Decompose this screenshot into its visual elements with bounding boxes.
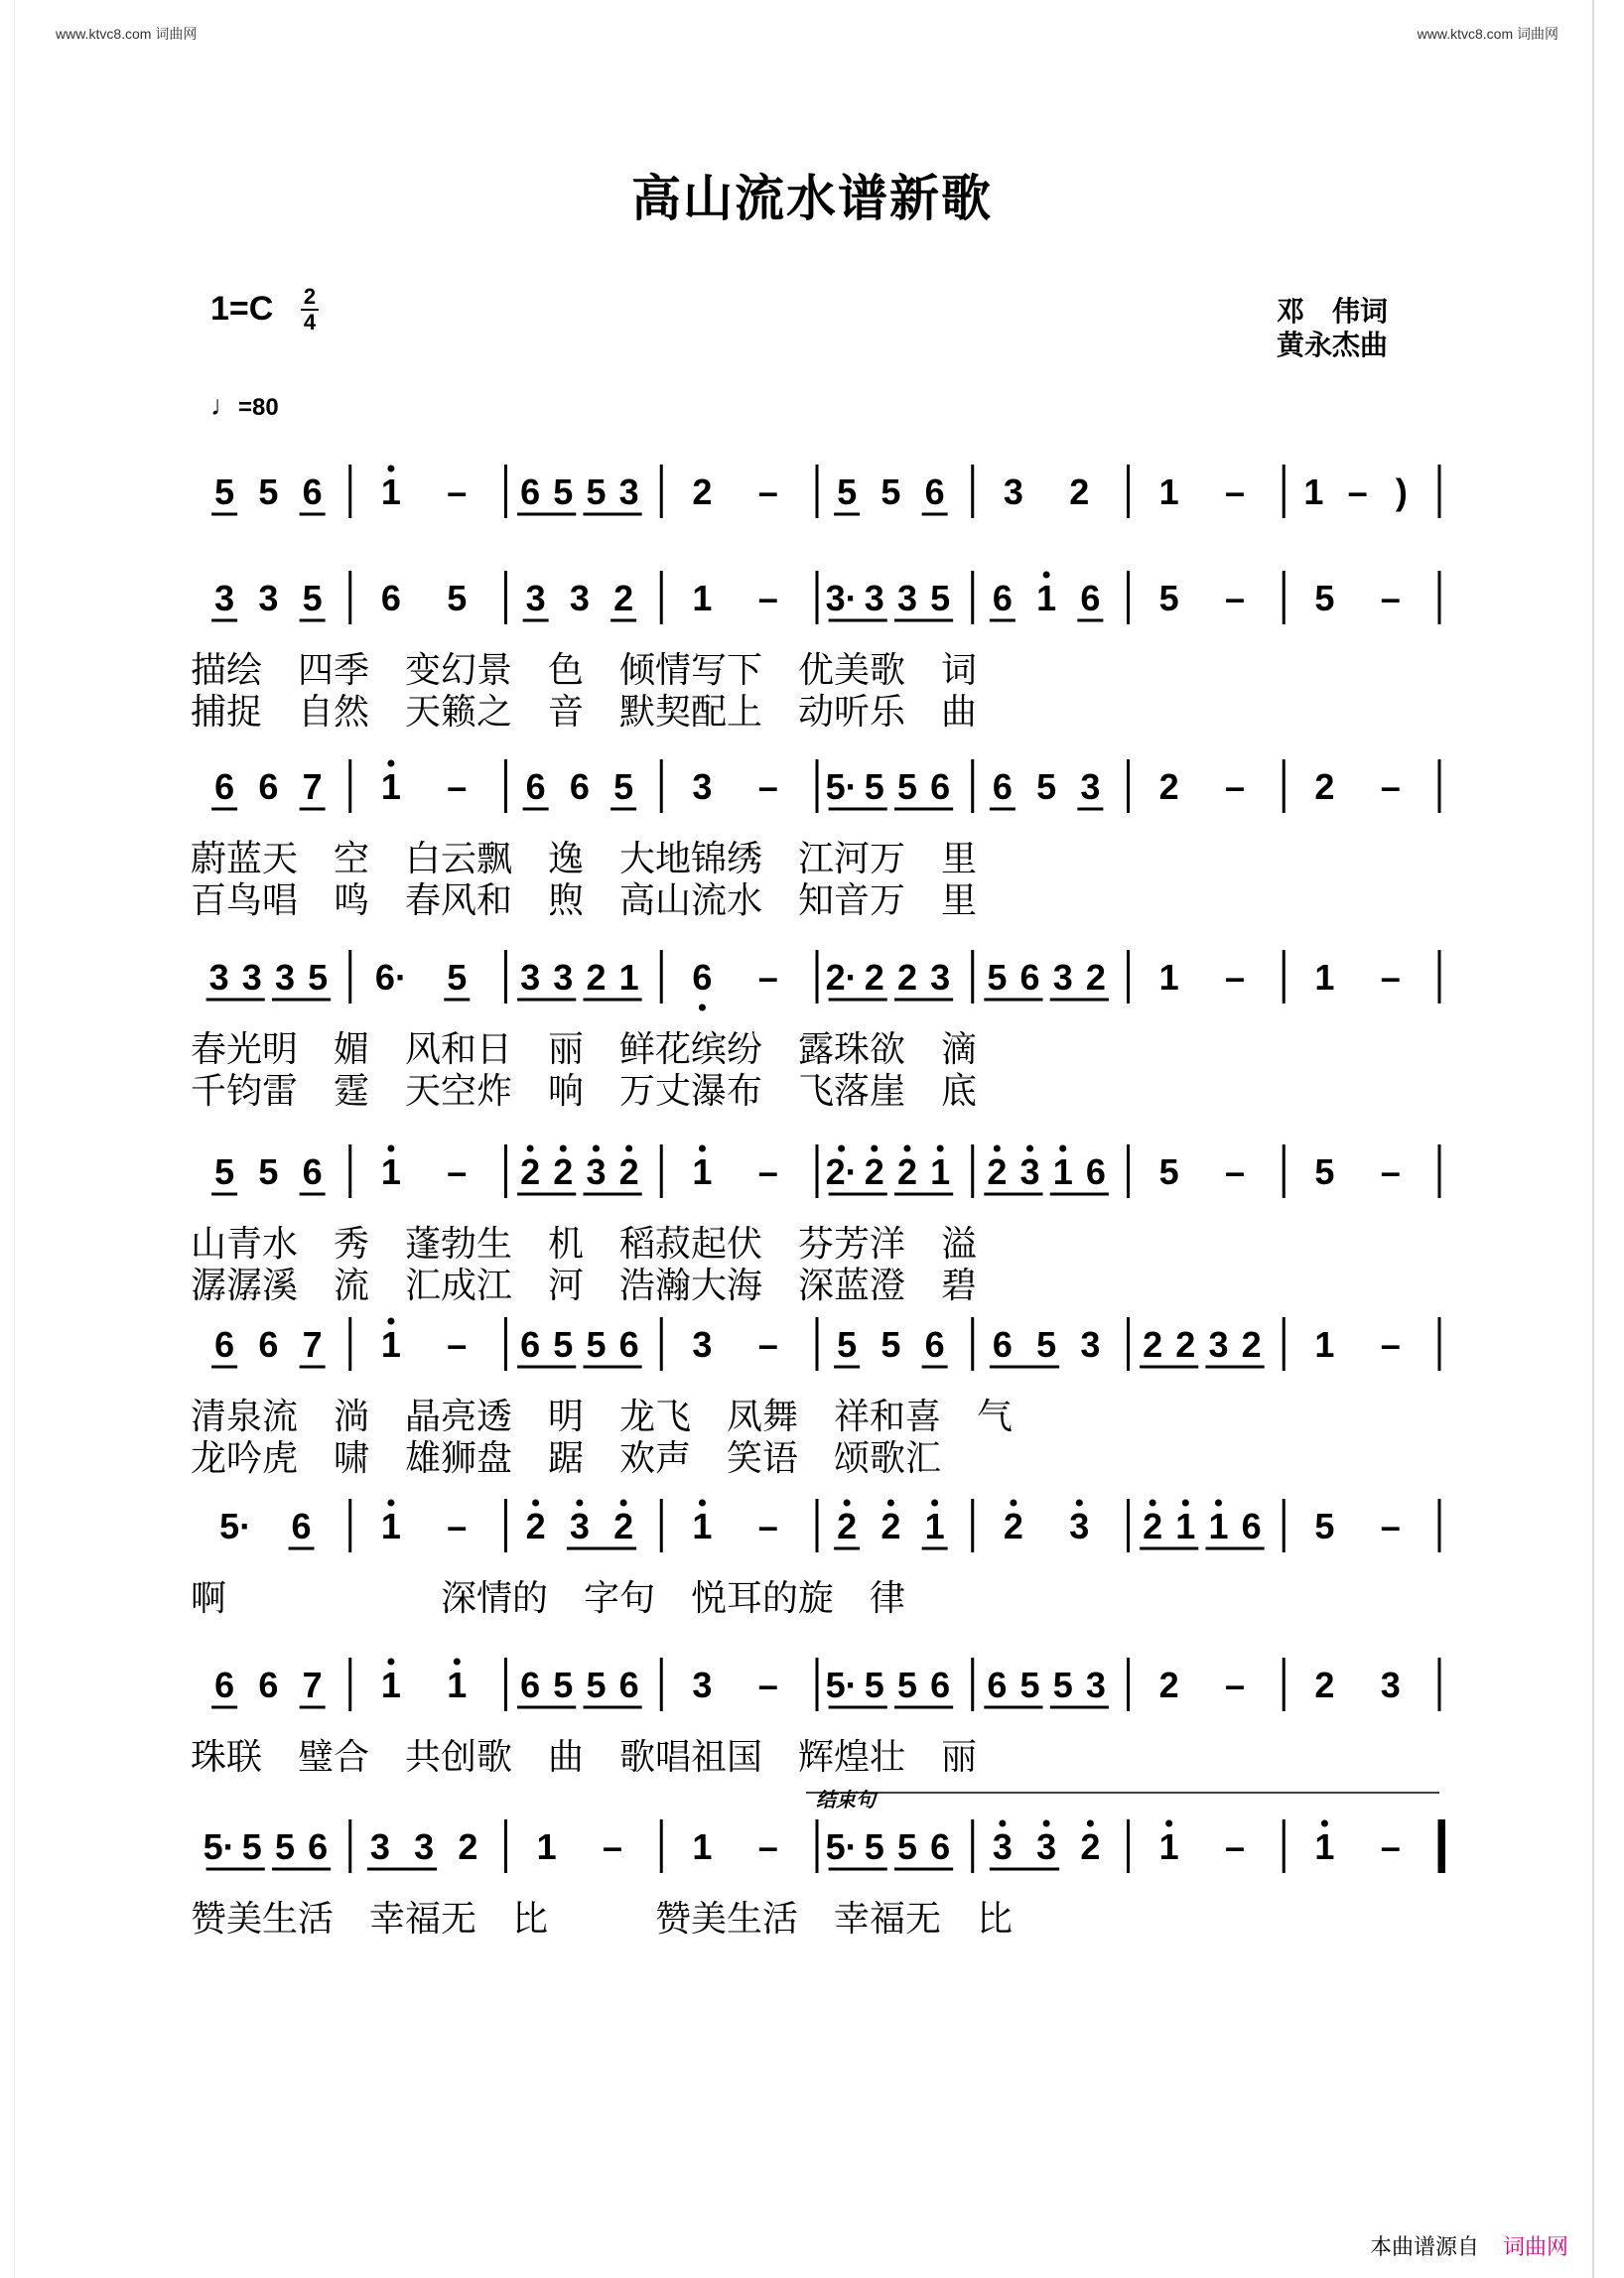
note-digit: – bbox=[757, 1665, 778, 1705]
note-digit: 7 bbox=[302, 1665, 323, 1705]
high-octave-dot bbox=[844, 1500, 851, 1507]
note-digit: – bbox=[1380, 1151, 1401, 1192]
note-digit: 3 bbox=[692, 1324, 713, 1365]
note-digit: 5 bbox=[837, 1324, 858, 1365]
footer-brand: 词曲网 bbox=[1502, 2234, 1568, 2259]
note-digit: 5 bbox=[864, 1665, 884, 1705]
high-octave-dot bbox=[1043, 1820, 1050, 1827]
note-digit: 1 bbox=[1208, 1506, 1229, 1546]
note-digit: 2· bbox=[825, 957, 858, 998]
high-octave-dot bbox=[1043, 572, 1050, 579]
note-digit: 3 bbox=[896, 578, 917, 618]
note-digit: 2 bbox=[837, 1506, 858, 1546]
note-digit: 6 bbox=[258, 766, 279, 807]
note-digit: 1 bbox=[1158, 471, 1179, 512]
final-barline bbox=[1439, 1819, 1445, 1873]
high-octave-dot bbox=[871, 1145, 878, 1152]
note-digit: 5 bbox=[447, 957, 468, 998]
note-digit: – bbox=[1380, 766, 1401, 807]
song-title: 高山流水谱新歌 bbox=[631, 171, 993, 226]
note-digit: 6 bbox=[214, 1665, 235, 1705]
note-digit: 1 bbox=[692, 1506, 713, 1546]
note-digit: – bbox=[1380, 1324, 1401, 1365]
note-digit: 3 bbox=[569, 578, 590, 618]
note-digit: – bbox=[1380, 957, 1401, 998]
note-digit: 6 bbox=[992, 766, 1013, 807]
lyric-line: 清泉流 淌 晶亮透 明 龙飞 凤舞 祥和喜 气 bbox=[191, 1397, 1014, 1437]
note-digit: 5 bbox=[214, 1151, 235, 1192]
note-digit: 5· bbox=[219, 1506, 252, 1546]
lyricist-credit: 邓 伟词 bbox=[1277, 296, 1389, 327]
note-digit: 5 bbox=[896, 1665, 917, 1705]
high-octave-dot bbox=[387, 1145, 394, 1152]
note-digit: 2 bbox=[896, 957, 917, 998]
high-octave-dot bbox=[593, 1145, 600, 1152]
note-digit: 2 bbox=[1158, 766, 1179, 807]
high-octave-dot bbox=[931, 1500, 938, 1507]
lyric-line: 百鸟唱 鸣 春风和 煦 高山流水 知音万 里 bbox=[191, 880, 978, 921]
footer-source: 本曲谱源自 bbox=[1369, 2234, 1479, 2259]
note-digit: 7 bbox=[302, 766, 323, 807]
note-digit: 5 bbox=[1314, 1151, 1335, 1192]
note-digit: – bbox=[603, 1826, 623, 1867]
note-digit: 2 bbox=[525, 1506, 546, 1546]
note-digit: 2 bbox=[613, 1506, 634, 1546]
note-digit: 6 bbox=[1080, 578, 1101, 618]
note-digit: 6 bbox=[924, 471, 945, 512]
lyric-line: 描绘 四季 变幻景 色 倾情写下 优美歌 词 bbox=[191, 650, 978, 691]
note-digit: 3 bbox=[1085, 1665, 1106, 1705]
lyric-line: 珠联 璧合 共创歌 曲 歌唱祖国 辉煌壮 丽 bbox=[191, 1737, 978, 1778]
note-digit: 3 bbox=[414, 1826, 435, 1867]
footer bbox=[1370, 2230, 1568, 2261]
note-digit: 1 bbox=[1303, 471, 1324, 512]
time-top: 2 bbox=[303, 284, 317, 309]
note-digit: 2 bbox=[1143, 1506, 1163, 1546]
note-digit: 6 bbox=[258, 1324, 279, 1365]
lyric-line: 蔚蓝天 空 白云飘 逸 大地锦绣 江河万 里 bbox=[191, 839, 978, 879]
note-digit: 5 bbox=[586, 1665, 607, 1705]
note-digit: 3 bbox=[618, 471, 639, 512]
lyric-line: 啊 深情的 字句 悦耳的旋 律 bbox=[191, 1578, 906, 1619]
note-digit: 5 bbox=[553, 471, 574, 512]
note-digit: 3 bbox=[241, 957, 262, 998]
note-digit: 5· bbox=[825, 1826, 858, 1867]
high-octave-dot bbox=[527, 1145, 534, 1152]
note-digit: – bbox=[757, 1826, 778, 1867]
note-digit: 5 bbox=[864, 1826, 884, 1867]
note-digit: 1 bbox=[1314, 957, 1335, 998]
high-octave-dot bbox=[937, 1145, 944, 1152]
high-octave-dot bbox=[454, 1659, 461, 1666]
note-digit: – bbox=[757, 766, 778, 807]
note-digit: 1 bbox=[447, 1665, 468, 1705]
note-digit: – bbox=[447, 1324, 468, 1365]
note-digit: 5· bbox=[825, 766, 858, 807]
note-digit: 5 bbox=[1314, 578, 1335, 618]
note-digit: 5 bbox=[880, 1324, 901, 1365]
note-digit: ) bbox=[1395, 471, 1408, 512]
note-digit: 2 bbox=[1158, 1665, 1179, 1705]
high-octave-dot bbox=[387, 760, 394, 767]
note-digit: 5 bbox=[553, 1324, 574, 1365]
lyric-line: 捕捉 自然 天籁之 音 默契配上 动听乐 曲 bbox=[191, 692, 978, 733]
note-digit: 2 bbox=[1143, 1324, 1163, 1365]
note-digit: 6 bbox=[924, 1324, 945, 1365]
note-digit: 1 bbox=[380, 1506, 401, 1546]
high-octave-dot bbox=[838, 1145, 845, 1152]
note-digit: 3 bbox=[864, 578, 884, 618]
note-digit: 3 bbox=[1003, 471, 1023, 512]
note-digit: 1 bbox=[536, 1826, 557, 1867]
note-digit: 6 bbox=[692, 957, 713, 998]
high-octave-dot bbox=[620, 1500, 627, 1507]
note-digit: 5· bbox=[203, 1826, 235, 1867]
note-digit: 6 bbox=[214, 1324, 235, 1365]
note-digit: 3 bbox=[369, 1826, 390, 1867]
note-digit: 5 bbox=[1158, 1151, 1179, 1192]
high-octave-dot bbox=[994, 1145, 1001, 1152]
note-digit: 2 bbox=[1069, 471, 1090, 512]
lyric-line: 山青水 秀 蓬勃生 机 稻菽起伏 芬芳洋 溢 bbox=[191, 1224, 978, 1265]
note-digit: 3 bbox=[214, 578, 235, 618]
note-digit: 3 bbox=[586, 1151, 607, 1192]
note-digit: 1 bbox=[380, 766, 401, 807]
note-digit: 1 bbox=[930, 1151, 951, 1192]
note-digit: 2 bbox=[613, 578, 634, 618]
note-digit: – bbox=[447, 1506, 468, 1546]
note-digit: 3 bbox=[569, 1506, 590, 1546]
note-digit: 6 bbox=[1085, 1151, 1106, 1192]
note-digit: – bbox=[447, 1151, 468, 1192]
note-digit: 3 bbox=[1080, 1324, 1101, 1365]
note-digit: 1 bbox=[1314, 1826, 1335, 1867]
high-octave-dot bbox=[387, 1500, 394, 1507]
note-digit: 1 bbox=[618, 957, 639, 998]
note-digit: 2 bbox=[1003, 1506, 1023, 1546]
high-octave-dot bbox=[576, 1500, 583, 1507]
note-digit: 5 bbox=[987, 957, 1008, 998]
tempo-value: =80 bbox=[238, 394, 279, 421]
note-digit: 3 bbox=[692, 766, 713, 807]
note-digit: 3 bbox=[1019, 1151, 1040, 1192]
note-digit: 2 bbox=[692, 471, 713, 512]
note-digit: 3 bbox=[1208, 1324, 1229, 1365]
high-octave-dot bbox=[387, 1318, 394, 1325]
note-digit: 3 bbox=[992, 1826, 1013, 1867]
note-digit: 6 bbox=[618, 1324, 639, 1365]
note-digit: 3 bbox=[692, 1665, 713, 1705]
note-digit: 1 bbox=[1175, 1506, 1196, 1546]
header-left-watermark: www.ktvc8.com 词曲网 bbox=[56, 26, 198, 42]
note-digit: 6 bbox=[930, 1826, 951, 1867]
note-digit: 2 bbox=[987, 1151, 1008, 1192]
note-digit: 5 bbox=[1158, 578, 1179, 618]
note-digit: 3 bbox=[1069, 1506, 1090, 1546]
note-digit: 5 bbox=[1036, 1324, 1057, 1365]
lyric-line: 春光明 媚 风和日 丽 鲜花缤纷 露珠欲 滴 bbox=[191, 1029, 978, 1070]
note-digit: 6 bbox=[302, 1151, 323, 1192]
note-digit: 5· bbox=[825, 1665, 858, 1705]
note-digit: 3· bbox=[825, 578, 858, 618]
note-digit: 2 bbox=[1085, 957, 1106, 998]
note-digit: 3 bbox=[525, 578, 546, 618]
note-digit: 6 bbox=[380, 578, 401, 618]
note-digit: 3 bbox=[553, 957, 574, 998]
note-digit: 6 bbox=[308, 1826, 329, 1867]
note-digit: 2 bbox=[1314, 1665, 1335, 1705]
note-digit: 1 bbox=[692, 1151, 713, 1192]
note-digit: 5 bbox=[586, 471, 607, 512]
note-digit: 6 bbox=[618, 1665, 639, 1705]
high-octave-dot bbox=[887, 1500, 894, 1507]
note-digit: 2 bbox=[896, 1151, 917, 1192]
note-digit: 6 bbox=[520, 1665, 541, 1705]
note-digit: 5 bbox=[258, 471, 279, 512]
note-digit: 1 bbox=[924, 1506, 945, 1546]
note-digit: 2 bbox=[553, 1151, 574, 1192]
note-digit: 5 bbox=[1314, 1506, 1335, 1546]
coda-label: 结束句 bbox=[816, 1788, 876, 1811]
note-digit: – bbox=[757, 471, 778, 512]
note-digit: 2 bbox=[618, 1151, 639, 1192]
note-digit: – bbox=[1225, 1665, 1246, 1705]
high-octave-dot bbox=[1026, 1145, 1033, 1152]
note-digit: 5 bbox=[1036, 766, 1057, 807]
note-digit: 1 bbox=[1314, 1324, 1335, 1365]
note-digit: 5 bbox=[274, 1826, 295, 1867]
note-digit: 5 bbox=[613, 766, 634, 807]
note-digit: 2 bbox=[1080, 1826, 1101, 1867]
high-octave-dot bbox=[625, 1145, 632, 1152]
note-digit: 1 bbox=[380, 1665, 401, 1705]
note-digit: 2 bbox=[520, 1151, 541, 1192]
high-octave-dot bbox=[699, 1145, 706, 1152]
note-digit: – bbox=[1225, 766, 1246, 807]
note-digit: 5 bbox=[447, 578, 468, 618]
note-digit: 6 bbox=[930, 1665, 951, 1705]
note-digit: – bbox=[447, 471, 468, 512]
note-digit: 1 bbox=[380, 471, 401, 512]
high-octave-dot bbox=[1165, 1820, 1172, 1827]
note-digit: – bbox=[1380, 578, 1401, 618]
note-digit: 3 bbox=[208, 957, 229, 998]
note-digit: 6 bbox=[525, 766, 546, 807]
note-digit: 2 bbox=[1175, 1324, 1196, 1365]
high-octave-dot bbox=[387, 466, 394, 472]
note-digit: – bbox=[1380, 1826, 1401, 1867]
note-digit: 6 bbox=[258, 1665, 279, 1705]
note-digit: 2· bbox=[825, 1151, 858, 1192]
high-octave-dot bbox=[387, 1659, 394, 1666]
low-octave-dot bbox=[699, 1005, 706, 1011]
high-octave-dot bbox=[999, 1820, 1006, 1827]
note-digit: 1 bbox=[692, 1826, 713, 1867]
lyric-line: 赞美生活 幸福无 比 赞美生活 幸福无 比 bbox=[191, 1899, 1014, 1940]
lyric-line: 千钧雷 霆 天空炸 响 万丈瀑布 飞落崖 底 bbox=[191, 1071, 978, 1112]
note-digit: 5 bbox=[896, 1826, 917, 1867]
high-octave-dot bbox=[1059, 1145, 1066, 1152]
note-digit: 2 bbox=[864, 957, 884, 998]
lyric-line: 龙吟虎 啸 雄狮盘 踞 欢声 笑语 颂歌汇 bbox=[191, 1438, 942, 1479]
note-digit: 2 bbox=[586, 957, 607, 998]
composer-credit: 黄永杰曲 bbox=[1277, 330, 1389, 360]
high-octave-dot bbox=[1215, 1500, 1222, 1507]
high-octave-dot bbox=[903, 1145, 910, 1152]
note-digit: – bbox=[1225, 957, 1246, 998]
note-digit: 6 bbox=[987, 1665, 1008, 1705]
note-digit: 6 bbox=[520, 471, 541, 512]
note-digit: 3 bbox=[930, 957, 951, 998]
high-octave-dot bbox=[699, 1500, 706, 1507]
note-digit: 1 bbox=[692, 578, 713, 618]
note-digit: 7 bbox=[302, 1324, 323, 1365]
note-digit: 5 bbox=[586, 1324, 607, 1365]
note-digit: 6 bbox=[520, 1324, 541, 1365]
note-digit: 2 bbox=[1241, 1324, 1262, 1365]
note-digit: 5 bbox=[302, 578, 323, 618]
note-digit: 1 bbox=[1158, 957, 1179, 998]
note-digit: 6 bbox=[992, 1324, 1013, 1365]
note-digit: 6 bbox=[1241, 1506, 1262, 1546]
note-digit: 5 bbox=[880, 471, 901, 512]
note-digit: – bbox=[757, 578, 778, 618]
note-digit: 5 bbox=[864, 766, 884, 807]
note-digit: 6 bbox=[214, 766, 235, 807]
note-digit: 5 bbox=[1019, 1665, 1040, 1705]
note-digit: 6 bbox=[992, 578, 1013, 618]
note-digit: 2 bbox=[864, 1151, 884, 1192]
note-digit: – bbox=[1347, 471, 1368, 512]
note-digit: 5 bbox=[258, 1151, 279, 1192]
note-digit: 1 bbox=[1036, 578, 1057, 618]
high-octave-dot bbox=[560, 1145, 567, 1152]
note-digit: 5 bbox=[241, 1826, 262, 1867]
note-digit: 3 bbox=[1380, 1665, 1401, 1705]
note-digit: 6 bbox=[930, 766, 951, 807]
note-digit: 1 bbox=[380, 1151, 401, 1192]
note-digit: 5 bbox=[837, 471, 858, 512]
note-digit: 5 bbox=[896, 766, 917, 807]
header-right-watermark: www.ktvc8.com 词曲网 bbox=[1417, 26, 1558, 42]
note-digit: 3 bbox=[1036, 1826, 1057, 1867]
note-digit: 2 bbox=[880, 1506, 901, 1546]
note-digit: 6· bbox=[374, 957, 407, 998]
note-digit: 5 bbox=[214, 471, 235, 512]
note-digit: – bbox=[1225, 1151, 1246, 1192]
note-digit: 1 bbox=[380, 1324, 401, 1365]
note-digit: 6 bbox=[1019, 957, 1040, 998]
high-octave-dot bbox=[1087, 1820, 1094, 1827]
note-digit: 1 bbox=[1052, 1151, 1073, 1192]
note-digit: – bbox=[447, 766, 468, 807]
note-digit: 2 bbox=[458, 1826, 478, 1867]
note-digit: 5 bbox=[930, 578, 951, 618]
high-octave-dot bbox=[532, 1500, 539, 1507]
note-digit: 3 bbox=[520, 957, 541, 998]
note-digit: – bbox=[757, 1324, 778, 1365]
note-digit: – bbox=[1225, 1826, 1246, 1867]
high-octave-dot bbox=[1182, 1500, 1189, 1507]
note-digit: – bbox=[1380, 1506, 1401, 1546]
key-signature: 1=C bbox=[210, 290, 274, 328]
note-digit: 3 bbox=[1052, 957, 1073, 998]
note-digit: – bbox=[1225, 578, 1246, 618]
note-digit: – bbox=[1225, 471, 1246, 512]
note-digit: 5 bbox=[308, 957, 329, 998]
lyric-line: 潺潺溪 流 汇成江 河 浩瀚大海 深蓝澄 碧 bbox=[191, 1266, 978, 1306]
high-octave-dot bbox=[1150, 1500, 1156, 1507]
note-digit: 5 bbox=[1052, 1665, 1073, 1705]
note-digit: 6 bbox=[569, 766, 590, 807]
note-digit: 6 bbox=[302, 471, 323, 512]
note-digit: – bbox=[757, 1506, 778, 1546]
note-digit: 1 bbox=[1158, 1826, 1179, 1867]
note-digit: 3 bbox=[258, 578, 279, 618]
time-bottom: 4 bbox=[303, 310, 317, 335]
high-octave-dot bbox=[1076, 1500, 1083, 1507]
high-octave-dot bbox=[1321, 1820, 1328, 1827]
note-digit: – bbox=[757, 957, 778, 998]
note-digit: 6 bbox=[291, 1506, 312, 1546]
note-digit: 3 bbox=[274, 957, 295, 998]
note-digit: 3 bbox=[1080, 766, 1101, 807]
note-digit: – bbox=[757, 1151, 778, 1192]
quarter-note-icon: ♩ bbox=[210, 390, 238, 421]
high-octave-dot bbox=[1010, 1500, 1016, 1507]
note-digit: 5 bbox=[553, 1665, 574, 1705]
note-digit: 2 bbox=[1314, 766, 1335, 807]
